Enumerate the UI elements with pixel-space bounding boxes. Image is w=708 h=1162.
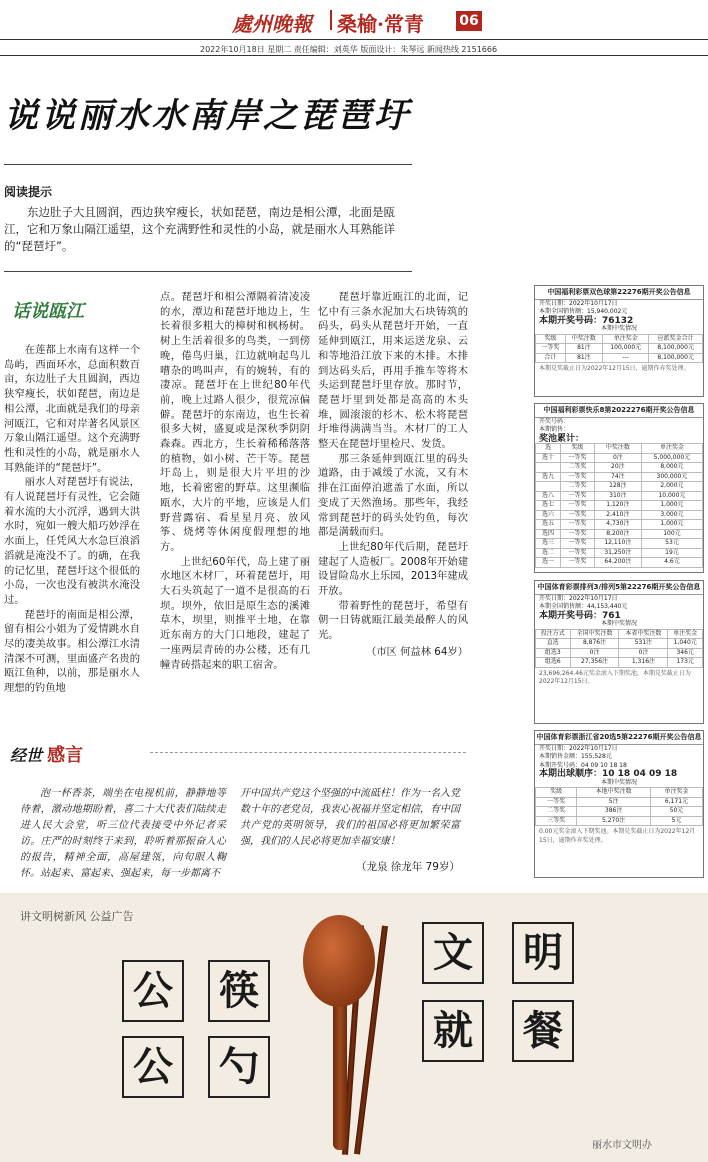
lottery-table	[535, 334, 703, 364]
lottery-row	[536, 344, 703, 354]
lottery-cell: 一等奖	[536, 797, 577, 807]
lottery-cell: 一等奖	[561, 558, 595, 568]
lottery-cell: 8,200注	[594, 529, 641, 539]
lottery-cell: 19元	[641, 548, 702, 558]
lottery-cell: 选十	[536, 453, 561, 463]
lottery-row	[536, 816, 703, 826]
lottery-table-title: 本期中奖情况	[600, 778, 637, 786]
section-label	[12, 297, 142, 327]
lottery-cell: 选五	[536, 520, 561, 530]
lottery-cell: 74注	[594, 472, 641, 482]
lottery-line: 开奖号码：	[539, 417, 570, 425]
lottery-cell: 一等奖	[561, 520, 595, 530]
lottery-cell: 5元	[650, 816, 702, 826]
lottery-row	[536, 639, 703, 649]
lottery-cell: 4,730注	[594, 520, 641, 530]
lottery-header-cell: 中奖注数	[565, 334, 602, 344]
lottery-cell: 一等奖	[561, 453, 595, 463]
paragraph: 上世纪80年代后期，琵琶圩建起了人造板厂。2008年开始建设冒险岛水上乐园，2013年建成开放。	[318, 540, 468, 598]
lottery-header-cell: 单注奖金	[668, 629, 703, 639]
dashed-divider	[150, 752, 466, 753]
lottery-cell: 直选	[536, 639, 571, 649]
lottery-title: 中国体育彩票排列3/排列5第22276期开奖公告信息	[535, 581, 703, 595]
article-column-3	[318, 290, 468, 660]
lottery-cell: 一等奖	[561, 548, 595, 558]
lottery-cell: 0注	[619, 648, 668, 658]
lottery-cell: 100元	[641, 529, 702, 539]
lottery-cell: ---	[603, 353, 649, 363]
lottery-cell: 1,040元	[668, 639, 703, 649]
lottery-line: 开奖日期：2022年10月17日	[539, 594, 618, 602]
lottery-row	[536, 648, 703, 658]
lottery-cell: 81注	[565, 344, 602, 354]
ad-char: 餐	[512, 1000, 574, 1062]
lottery-cell: 一等奖	[561, 472, 595, 482]
paragraph: 琵琶圩靠近瓯江的北面，记忆中有三条水泥加大石块铸筑的码头，码头从琵琶圩开始，一直延伸到瓯江，用来运送龙泉、云和等地沿江放下来的木排。木排到达码头后，再用手推车等将木头运到琵琶圩里存放。那时节，琵琶圩里到处都是高高的木头堆，圆滚滚的杉木、松木将琵琶圩堆得满满当当。木材厂的工人整天在琵琶圩里检尺、发货。	[318, 291, 468, 451]
lottery-line: 本期全国销售额：15,940,002元	[539, 308, 628, 315]
lottery-cell: 81注	[565, 353, 602, 363]
lottery-cell: 10,000元	[641, 491, 702, 501]
lottery-line: 本期全国销售额：44,153,440元	[539, 603, 628, 610]
section-label-text: 话说瓯江	[12, 301, 84, 322]
lottery-row	[536, 548, 703, 558]
lottery-row	[536, 482, 703, 492]
lottery-line: 本期销售：	[539, 426, 570, 433]
lottery-cell: 1,316注	[619, 658, 668, 668]
lottery-cell: 选七	[536, 501, 561, 511]
lottery-cell: 选九	[536, 472, 561, 482]
article-title: 说说丽水水南岸之琵琶圩	[4, 96, 411, 136]
lottery-line: 开奖日期：2022年10月17日	[539, 299, 618, 307]
reflection-header-b: 感言	[47, 745, 84, 766]
lottery-cell: 8,876注	[570, 639, 619, 649]
lottery-header-cell: 应派奖金合计	[649, 334, 703, 344]
lottery-header-cell: 奖级	[561, 444, 595, 454]
article-column-1	[4, 343, 140, 696]
lottery-cell: 5,270注	[577, 816, 651, 826]
lottery-cell: 一等奖	[561, 501, 595, 511]
lottery-cell: 选一	[536, 558, 561, 568]
lottery-cell: 31,250注	[594, 548, 641, 558]
masthead-rule	[0, 39, 708, 40]
lottery-table	[535, 443, 703, 568]
paragraph: 琵琶圩的南面是相公潭，留有相公小姐为了爱情跳水自尽的凄美故事。相公潭江水清清深不可测，里面盛产名贵的瓯江鱼种，以前，那是丽水人理想的钓鱼地	[4, 608, 140, 695]
lottery-box	[534, 730, 704, 878]
lottery-table	[535, 629, 703, 668]
lottery-header-cell: 单注奖金	[603, 334, 649, 344]
reflection-text-1: 泡一杯香茶，端坐在电视机前，静静地等待着，激动地期盼着，喜二十大代表们陆续走进人民大会堂，听三位代表接受中外记者采访。庄严的时刻终于来到，聆听着那振奋人心的报告，精神全面，高屋建瓴，向旬眼人鞠怀。站起来、富起来、强起来，每一步都离不	[20, 788, 226, 879]
article-byline: （市区 何益林 64岁）	[365, 645, 468, 658]
ad-char: 公	[122, 960, 184, 1022]
lottery-row	[536, 558, 703, 568]
lottery-cell	[536, 482, 561, 492]
lottery-box	[534, 285, 704, 397]
lottery-row	[536, 472, 703, 482]
lottery-cell: 二等奖	[536, 807, 577, 817]
reflection-header	[10, 741, 150, 769]
lottery-cell: 27,356注	[570, 658, 619, 668]
lottery-cell: 386注	[577, 807, 651, 817]
lottery-row	[536, 463, 703, 473]
lottery-header-cell: 奖级	[536, 334, 566, 344]
lottery-table-title: 本期中奖情况	[600, 325, 637, 332]
lottery-cell: 300,000元	[641, 472, 702, 482]
lottery-line: 奖池累计：	[539, 433, 585, 444]
lottery-row	[536, 658, 703, 668]
lottery-row	[536, 491, 703, 501]
lottery-note: 0.00元奖金滚入下期奖池。本期兑奖截止日为2022年12月15日，逾期作弃奖处理。	[539, 828, 696, 844]
lead-text: 东边肚子大且圆润，西边狭窄瘦长，状如琵琶，南边是相公潭，北面是瓯江，它和万象山隔江遥望，这个充满野性和灵性的小岛，就是丽水人耳熟能详的“琵琶圩”。	[4, 205, 395, 253]
lottery-cell: 5注	[577, 797, 651, 807]
lottery-cell: 一等奖	[561, 529, 595, 539]
ad-char: 文	[422, 922, 484, 984]
lottery-header-row	[536, 444, 703, 454]
lottery-row	[536, 501, 703, 511]
dateline: 2022年10月18日 星期二 责任编辑：刘英华 版面设计：朱琴远 新闻热线 2151666	[200, 45, 498, 54]
lottery-cell: 1,000元	[641, 501, 702, 511]
paragraph: 丽水人对琵琶圩有说法，有人说琵琶圩有灵性，它会随着水流的大小沉浮，遇到大洪水时，宛如一艘大船巧妙浮在水面上，任凭风大水急巨浪滔滔就是淹没不了。的确，在我的记忆里，琵琶圩这个很低的小岛，一次也没有被洪水淹没过。	[4, 476, 140, 606]
lottery-cell: 8,100,000元	[649, 353, 703, 363]
brand-name: 處州晚報	[232, 12, 312, 36]
lottery-cell: 三等奖	[536, 816, 577, 826]
lottery-row	[536, 453, 703, 463]
lottery-header-cell: 本省中奖注数	[619, 629, 668, 639]
lottery-cell: 1,000元	[641, 520, 702, 530]
paragraph: 点。琵琶圩和相公潭隔着清凌凌的水，潭边和琵琶圩地边上，生长着很多粗大的樟树和枫杨树。树上生活着很多的鸟类，一到傍晚，倦鸟归巢，江边就响起鸟儿嘈杂的鸣叫声，有的婉转，有的凄凉。琵琶圩在上世纪80年代前，晚上过路人很少，很荒凉偏僻。琵琶圩的东南边，也生长着很多大树，盛夏或是深秋季阴阴森森。西北方，生长着稀稀落落的植物，如小树、芒干等。琵琶圩岛上，则是很大片平坦的沙地，长着密密的野草。这里濒临瓯水，大片的平地，应该是人们野营露宿、看星星月亮、放风筝、烧烤等休闲度假理想的地方。	[160, 291, 310, 553]
paragraph: 上世纪60年代，岛上建了丽水地区木材厂，环着琵琶圩，用大石头筑起了一道不是很高的石坝。坝外，依旧是原生态的溪滩草木，坝里，则推平土地，在靠近东南方的大门口地段，建起了一座两层青砖的办公楼，还有几幢青砖搭起来的职工宿舍。	[160, 555, 310, 671]
lottery-cell: 二等奖	[561, 463, 595, 473]
lottery-cell: 128注	[594, 482, 641, 492]
lottery-header-cell: 全国中奖注数	[570, 629, 619, 639]
lottery-header-cell: 本地中奖注数	[577, 788, 651, 798]
reflection-byline: （龙泉 徐龙年 79岁）	[355, 861, 460, 873]
lottery-cell: 64,200注	[594, 558, 641, 568]
lottery-cell: 531注	[619, 639, 668, 649]
lottery-cell: 6,171元	[650, 797, 702, 807]
lottery-header-cell: 中奖注数	[594, 444, 641, 454]
lottery-cell: 1,120注	[594, 501, 641, 511]
lottery-note: 23,696,264.46元奖金滚入下期奖池。本期兑奖截止日为2022年12月15日。	[539, 669, 691, 685]
lottery-cell: 选六	[536, 510, 561, 520]
lottery-cell: 50元	[650, 807, 702, 817]
lottery-box	[534, 403, 704, 573]
page-number: 06	[456, 11, 482, 31]
lottery-cell: 53元	[641, 539, 702, 549]
lottery-row	[536, 529, 703, 539]
lottery-header-row	[536, 334, 703, 344]
ad-char: 公	[122, 1036, 184, 1098]
lottery-line: 本期销售金额：155,528元	[539, 753, 612, 760]
paragraph: 在莲都上水南有这样一个岛屿，西面环水，总面积数百亩，东边肚子大且圆润，西边狭窄瘦长，状如琵琶，南边是相公潭，北面就是我们的母亲河瓯江，它和对岸著名风景区万象山隔江遥望。这个充满野性和灵性的小岛，就是丽水人耳熟能详的“琵琶圩”。	[4, 344, 140, 474]
lottery-cell: 173元	[668, 658, 703, 668]
spoon-handle-image	[333, 1000, 347, 1150]
lottery-line: 本期开奖号码：04 09 10 18 18	[539, 761, 627, 769]
lottery-cell: 0注	[594, 453, 641, 463]
lottery-row	[536, 539, 703, 549]
lottery-line: 本期出球顺序：10 18 04 09 18	[539, 769, 678, 779]
ad-footer: 丽水市文明办	[592, 1140, 652, 1151]
lottery-title: 中国体育彩票浙江省20选5第22276期开奖公告信息	[535, 731, 703, 745]
lottery-cell: 5,000,000元	[641, 453, 702, 463]
lottery-cell: 8,000元	[641, 463, 702, 473]
lottery-cell: 8,100,000元	[649, 344, 703, 354]
lottery-cell: 2,000元	[641, 482, 702, 492]
lead-rule	[4, 271, 412, 272]
lottery-cell: 2,410注	[594, 510, 641, 520]
lottery-cell: 0注	[570, 648, 619, 658]
lottery-row	[536, 510, 703, 520]
lottery-table	[535, 787, 703, 826]
lottery-cell: 一等奖	[561, 510, 595, 520]
lottery-cell: 12,110注	[594, 539, 641, 549]
lottery-cell: 选二	[536, 548, 561, 558]
lottery-cell: 一等奖	[561, 491, 595, 501]
lottery-header-cell: 投注方式	[536, 629, 571, 639]
lottery-cell: 组选6	[536, 658, 571, 668]
ad-char: 明	[512, 922, 574, 984]
lead-heading: 阅读提示	[4, 185, 53, 199]
ad-heading: 讲文明树新风 公益广告	[20, 910, 134, 923]
lottery-header-row	[536, 788, 703, 798]
lottery-line: 本期开奖号码：761	[539, 610, 621, 621]
lottery-cell: 选八	[536, 491, 561, 501]
lottery-row	[536, 353, 703, 363]
lottery-cell	[536, 463, 561, 473]
lottery-header-cell: 单注奖金	[641, 444, 702, 454]
lottery-cell: 4.6元	[641, 558, 702, 568]
lottery-header-cell: 奖级	[536, 788, 577, 798]
lottery-cell: 一等奖	[536, 344, 566, 354]
lottery-header-cell: 单注奖金	[650, 788, 702, 798]
lottery-cell: 20注	[594, 463, 641, 473]
lottery-note: 本期兑奖截止日为2022年12月15日，逾期作弃奖处理。	[539, 365, 690, 372]
ad-char: 就	[422, 1000, 484, 1062]
lottery-title: 中国福利彩票双色球第22276期开奖公告信息	[535, 286, 703, 300]
lottery-cell: 二等奖	[561, 482, 595, 492]
title-rule	[4, 164, 412, 165]
reflection-text-2: 开中国共产党这个坚强的中流砥柱！作为一名入党数十年的老党员，我衷心祝福并坚定相信，有中国共产党的英明领导，我们的祖国必将更加繁荣富强，我们的人民必将更加幸福安康！	[240, 788, 460, 847]
lottery-cell: 一等奖	[561, 539, 595, 549]
reflection-header-a: 经世	[10, 746, 43, 765]
lottery-header-cell: 选	[536, 444, 561, 454]
lottery-row	[536, 520, 703, 530]
lottery-cell: 选三	[536, 539, 561, 549]
ad-char: 勺	[208, 1036, 270, 1098]
masthead-divider	[330, 10, 332, 30]
dateline-rule	[0, 55, 708, 56]
lottery-cell: 346元	[668, 648, 703, 658]
lottery-box	[534, 580, 704, 724]
lottery-line: 本期开奖号码：76132	[539, 315, 634, 326]
lottery-cell: 选四	[536, 529, 561, 539]
lottery-row	[536, 807, 703, 817]
lottery-table-title: 本期中奖情况	[600, 620, 637, 627]
section-name: 桑榆·常青	[337, 12, 424, 36]
lottery-title: 中国福利彩票快乐8第2022276期开奖公告信息	[535, 404, 703, 418]
paragraph: 那三条延伸到瓯江里的码头道路，由于减缓了水流，又有木排在江面停泊遮盖了水面，所以变成了天然渔场。那些年，我经常到琵琶圩的码头处钓鱼，每次都是满载而归。	[318, 452, 468, 539]
lottery-header-row	[536, 629, 703, 639]
lottery-cell: 100,000元	[603, 344, 649, 354]
paragraph: 带着野性的琵琶圩，希望有朝一日铸就瓯江最美最醉人的风光。	[318, 599, 468, 642]
lottery-cell: 合计	[536, 353, 566, 363]
lottery-cell: 310注	[594, 491, 641, 501]
article-column-2	[160, 290, 310, 672]
lottery-cell: 组选3	[536, 648, 571, 658]
lottery-line: 开奖日期：2022年10月17日	[539, 744, 618, 752]
spoon-image	[303, 915, 375, 1007]
lottery-row	[536, 797, 703, 807]
ad-char: 筷	[208, 960, 270, 1022]
lottery-cell: 3,000元	[641, 510, 702, 520]
